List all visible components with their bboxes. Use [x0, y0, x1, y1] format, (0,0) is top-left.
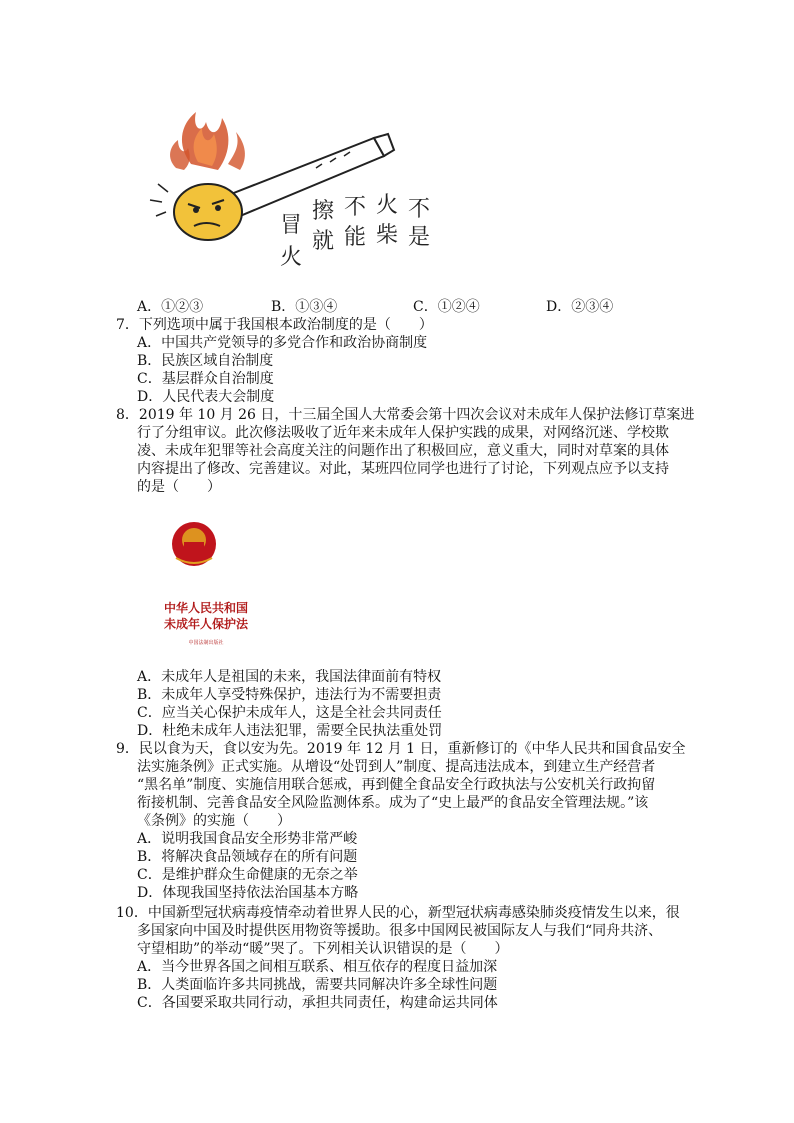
q8-stem-line-5: 的是（ ）	[137, 479, 221, 495]
q9-option-a: A．说明我国食品安全形势非常严峻	[137, 831, 358, 847]
q9-option-d: D．体现我国坚持依法治国基本方略	[137, 885, 359, 901]
q9-stem-line-5: 《条例》的实施（ ）	[137, 813, 291, 829]
q7-option-c: C．基层群众自治制度	[137, 371, 274, 387]
book-title-line-2: 未成年人保护法	[163, 617, 248, 631]
cartoon-handwriting	[280, 193, 430, 270]
flame-icon	[170, 112, 245, 170]
book-publisher: 中国法制出版社	[188, 640, 224, 646]
svg-text:柴: 柴	[376, 223, 399, 248]
q6-choice-d: D．②③④	[546, 299, 614, 315]
q9-stem-line-3: “黑名单”制度、实施信用联合惩戒，再到健全食品安全行政执法与公安机关行政拘留	[137, 777, 656, 793]
matchstick-body	[226, 134, 394, 216]
q8-option-a: A．未成年人是祖国的未来，我国法律面前有特权	[137, 669, 442, 685]
q10-option-a: A．当今世界各国之间相互联系、相互依存的程度日益加深	[137, 959, 498, 975]
q8-option-c: C．应当关心保护未成年人，这是全社会共同责任	[137, 705, 442, 721]
q10-option-b: B．人类面临许多共同挑战，需要共同解决许多全球性问题	[137, 977, 498, 993]
q8-option-d: D．杜绝未成年人违法犯罪，需要全民执法重处罚	[137, 723, 443, 739]
svg-text:能: 能	[344, 225, 367, 250]
national-emblem-icon	[172, 522, 216, 566]
svg-text:火: 火	[280, 245, 303, 270]
q7-option-d: D．人民代表大会制度	[137, 389, 275, 405]
book-title-line-1: 中华人民共和国	[163, 601, 248, 615]
q8-stem-line-2: 行了分组审议。此次修法吸收了近年来未成年人保护实践的成果，对网络沉迷、学校欺	[137, 425, 669, 441]
q8-option-b: B．未成年人享受特殊保护，违法行为不需要担责	[137, 687, 442, 703]
q7-stem: 7．下列选项中属于我国根本政治制度的是（ ）	[116, 317, 433, 333]
match-head-face	[150, 184, 242, 240]
svg-text:不: 不	[344, 195, 367, 220]
svg-text:是: 是	[408, 225, 431, 250]
q8-stem-line-1: 8．2019 年 10 月 26 日，十三届全国人大常委会第十四次会议对未成年人保护法修订草案进	[116, 407, 695, 423]
q9-stem-line-1: 9．民以食为天，食以安为先。2019 年 12 月 1 日，重新修订的《中华人民共和国食品安全	[116, 741, 686, 757]
q10-option-c: C．各国要采取共同行动，承担共同责任，构建命运共同体	[137, 995, 498, 1011]
svg-text:就: 就	[312, 229, 335, 254]
q9-option-c: C．是维护群众生命健康的无奈之举	[137, 867, 358, 883]
q7-option-b: B．民族区域自治制度	[137, 353, 274, 369]
svg-text:擦: 擦	[312, 199, 335, 224]
q10-stem-line-2: 多国家向中国及时提供医用物资等援助。很多中国网民被国际友人与我们“同舟共济、	[137, 923, 663, 939]
law-book-cover	[150, 520, 260, 660]
q7-option-a: A．中国共产党领导的多党合作和政治协商制度	[137, 335, 428, 351]
q9-option-b: B．将解决食品领域存在的所有问题	[137, 849, 358, 865]
q9-stem-line-4: 衔接机制、完善食品安全风险监测体系。成为了“史上最严的食品安全管理法规。”该	[137, 795, 649, 811]
q10-stem-line-3: 守望相助”的举动“暖”哭了。下列相关认识错误的是（ ）	[137, 941, 509, 957]
q8-stem-line-4: 内容提出了修改、完善建议。对此，某班四位同学也进行了讨论，下列观点应予以支持	[137, 461, 669, 477]
svg-text:冒: 冒	[280, 213, 303, 238]
q6-choice-b: B．①③④	[271, 299, 338, 315]
q6-choice-a: A．①②③	[137, 299, 204, 315]
svg-text:火: 火	[376, 193, 399, 218]
q6-choice-c: C．①②④	[413, 299, 480, 315]
q10-stem-line-1: 10．中国新型冠状病毒疫情牵动着世界人民的心，新型冠状病毒感染肺炎疫情发生以来，很	[116, 905, 680, 921]
q8-stem-line-3: 凌、未成年犯罪等社会高度关注的问题作出了积极回应，意义重大，同时对草案的具体	[137, 443, 669, 459]
q9-stem-line-2: 法实施条例》正式实施。从增设“处罚到人”制度、提高违法成本，到建立生产经营者	[137, 759, 656, 775]
matchstick-cartoon	[136, 104, 436, 294]
book-title	[156, 600, 256, 632]
svg-text:不: 不	[408, 197, 431, 222]
